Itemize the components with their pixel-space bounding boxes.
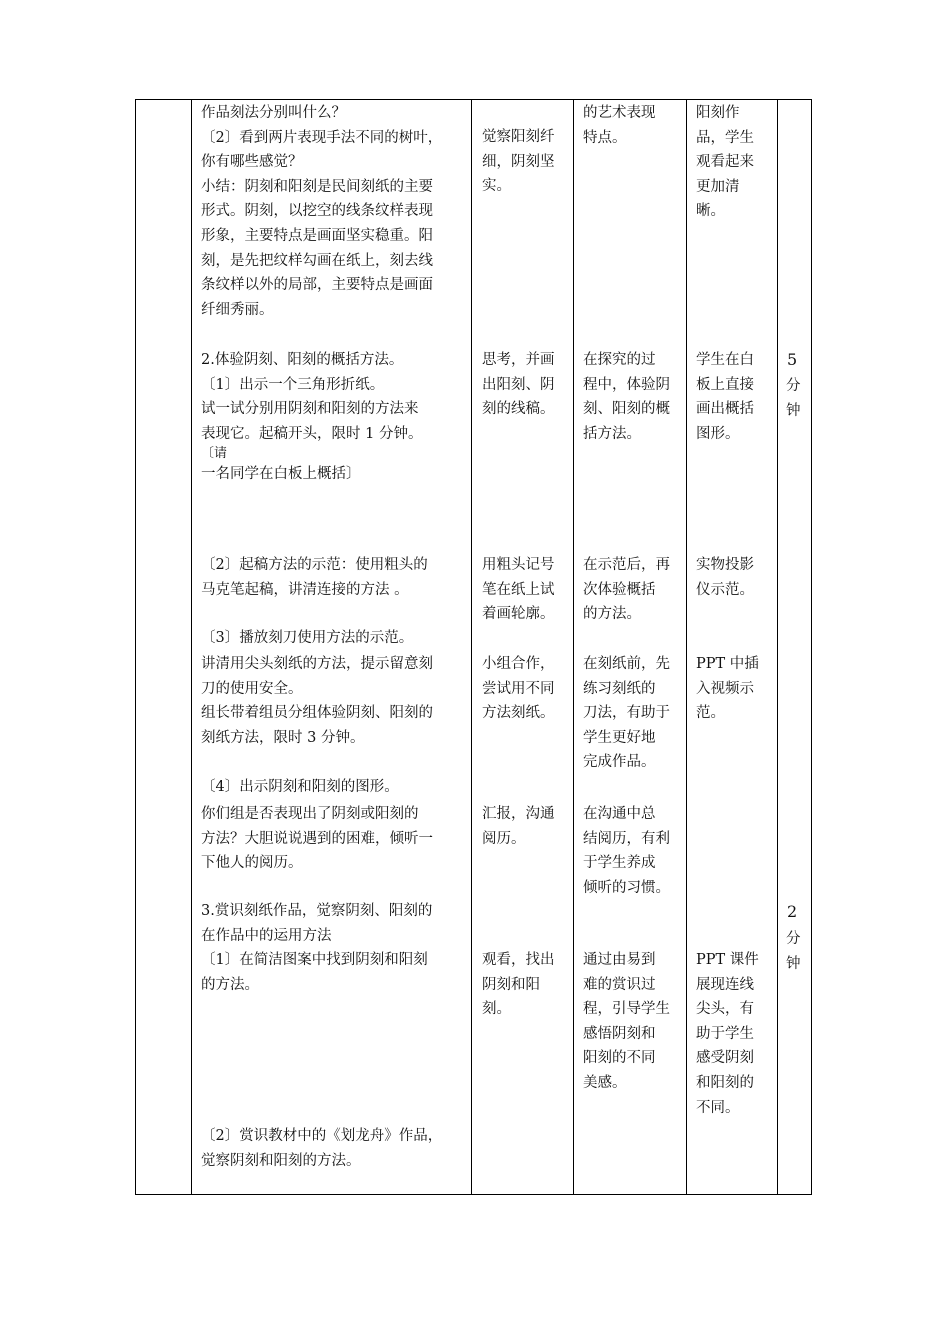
time-1-number: 5 bbox=[787, 350, 798, 369]
student-block-2: 思考，并画 出阳刻、阴 刻的线稿。 bbox=[482, 352, 555, 418]
col-border-6 bbox=[811, 99, 812, 1195]
time-1-unit-b: 钟 bbox=[786, 403, 801, 419]
time-1-unit-a: 分 bbox=[786, 378, 801, 394]
col-border-3 bbox=[573, 99, 574, 1195]
intent-block-4: 在刻纸前，先 练习刻纸的 刀法，有助于 学生更好地 完成作品。 bbox=[583, 656, 670, 771]
col-border-5 bbox=[777, 99, 778, 1195]
student-block-4: 小组合作， 尝试用不同 方法刻纸。 bbox=[482, 656, 555, 722]
intent-block-3: 在示范后，再 次体验概括 的方法。 bbox=[583, 557, 670, 623]
intent-block-5: 在沟通中总 结阅历，有利 于学生养成 倾听的习惯。 bbox=[583, 806, 670, 896]
intent-block-6: 通过由易到 难的赏识过 程，引导学生 感悟阴刻和 阳刻的不同 美感。 bbox=[583, 952, 670, 1091]
time-2-number: 2 bbox=[787, 902, 798, 921]
teacher-block-9: 〔2〕赏识教材中的《划龙舟》作品， 觉察阴刻和阳刻的方法。 bbox=[201, 1128, 443, 1169]
media-block-4: PPT 中插 入视频示 范。 bbox=[696, 656, 759, 722]
time-2-unit-a: 分 bbox=[786, 931, 801, 947]
teacher-block-5: 讲清用尖头刻纸的方法，提示留意刻 刀的使用安全。 组长带着组员分组体验阴刻、阳刻的 刻纸方法，限时 3 分钟。 bbox=[201, 656, 433, 746]
table-top-border bbox=[135, 99, 811, 100]
teacher-block-2: 2.体验阴刻、阳刻的概括方法。 〔1〕出示一个三角形折纸。 试一试分别用阴刻和阳刻的方法来 表现它。起稿开头，限时 1 分钟。 〔请 一名同学在白板上概括〕 bbox=[201, 352, 423, 483]
student-block-6: 观看，找出 阴刻和阳 刻。 bbox=[482, 952, 555, 1018]
teacher-block-8: 3.赏识刻纸作品，觉察阴刻、阳刻的 在作品中的运用方法 〔1〕在简洁图案中找到阴刻和阳刻 的方法。 bbox=[201, 903, 433, 993]
teacher-block-1: 作品刻法分别叫什么？ 〔2〕看到两片表现手法不同的树叶， 你有哪些感觉？ 小结：阴刻和阳刻是民间刻纸的主要 形式。阴刻，以挖空的线条纹样表现 形象，主要特点是画面坚实稳重。阳 刻，是先把纹样勾画在纸上，刻去线 条纹样以外的局部，主要特点是画面 纤细秀丽。 bbox=[201, 105, 443, 318]
teacher-block-3: 〔2〕起稿方法的示范：使用粗头的 马克笔起稿，讲清连接的方法 。 bbox=[201, 557, 428, 598]
intent-block-2: 在探究的过 程中，体验阴 刻、阳刻的概 括方法。 bbox=[583, 352, 670, 442]
time-2-unit-b: 钟 bbox=[786, 956, 801, 972]
student-block-3: 用粗头记号 笔在纸上试 着画轮廓。 bbox=[482, 557, 555, 623]
table-bottom-border bbox=[135, 1194, 811, 1195]
media-block-3: 实物投影 仪示范。 bbox=[696, 557, 754, 598]
student-block-1: 觉察阳刻纤 细，阴刻坚 实。 bbox=[482, 129, 555, 195]
intent-block-1: 的艺术表现 特点。 bbox=[583, 105, 656, 146]
teacher-block-4: 〔3〕播放刻刀使用方法的示范。 bbox=[201, 630, 414, 646]
teacher-block-7: 你们组是否表现出了阴刻或阳刻的 方法？大胆说说遇到的困难，倾听一 下他人的阅历。 bbox=[201, 806, 433, 872]
teacher-block-6: 〔4〕出示阴刻和阳刻的图形。 bbox=[201, 779, 399, 795]
col-border-4 bbox=[686, 99, 687, 1195]
media-block-1: 阳刻作 品，学生 观看起来 更加清 晰。 bbox=[696, 105, 754, 220]
col-border-2 bbox=[471, 99, 472, 1195]
media-block-2: 学生在白 板上直接 画出概括 图形。 bbox=[696, 352, 754, 442]
col-border-1 bbox=[191, 99, 192, 1195]
student-block-5: 汇报，沟通 阅历。 bbox=[482, 806, 555, 847]
col-border-0 bbox=[135, 99, 136, 1195]
media-block-5: PPT 课件 展现连线 尖头，有 助于学生 感受阴刻 和阳刻的 不同。 bbox=[696, 952, 759, 1116]
